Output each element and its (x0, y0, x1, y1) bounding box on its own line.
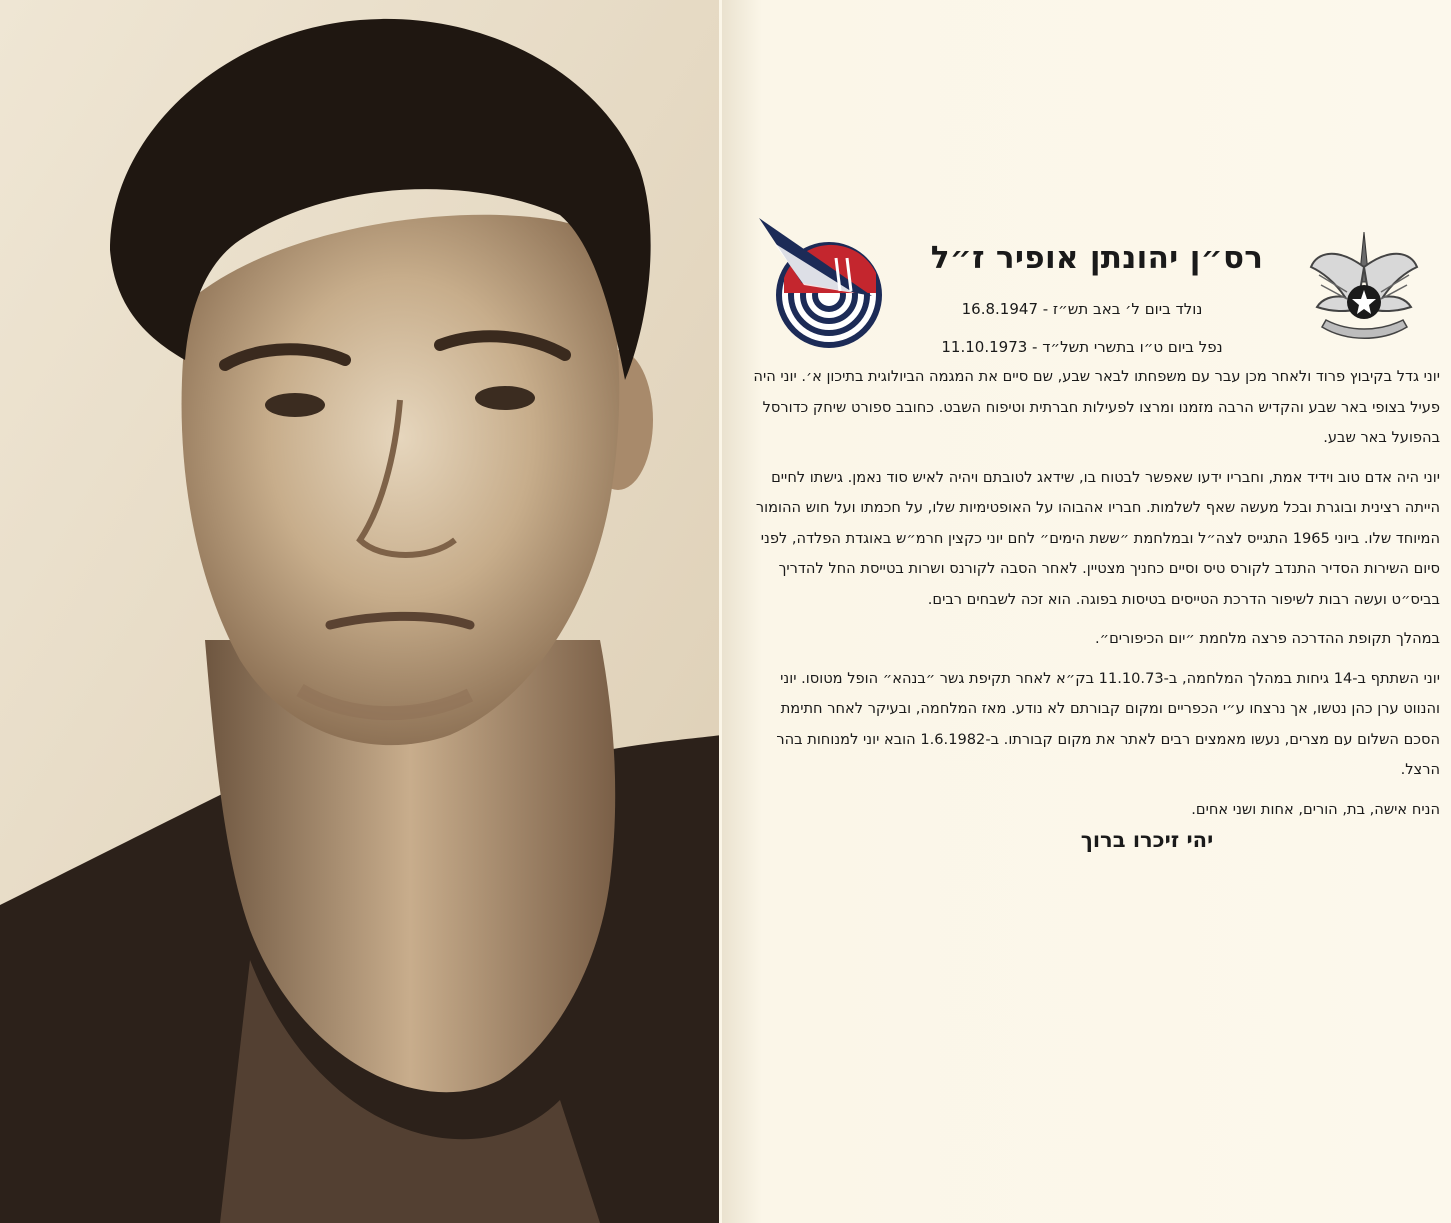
air-force-wings-icon (1307, 227, 1422, 347)
bio-paragraph-2: יוני היה אדם טוב וידיד אמת, וחבריו ידעו שאפשר לבטוח בו, שידאג לטובתם ויהיה לאיש סוד נאמן. גישתו לחיים הייתה רצינית ובוגרת ובכל מעשה שאף לשלמות. חבריו אהבוהו על האופטימיות שלו, על חכמתו ועל חוש ההומור המיוחד שלו. ביוני 1965 התגייס לצה״ל ובמלחמת ״ששת הימים״ לחם יוני כקצין חרמ״ש באוגדת הפלדה, לפני סיום השירות הסדיר התנדב לקורס טיס וסיים כחניך מצטיין. לאחר הסבה לקורנס ושרות בטייסת החל להדריך בביס״ט ועשה רבות לשיפור הדרכת הטייסים בטיסות בפוגה. הוא זכה לשבחים רבים. (755, 468, 1440, 608)
memorial-header (892, 236, 1302, 358)
bio-paragraph-5: הניח אישה, בת, הורים, אחות ושני אחים. (1191, 800, 1440, 818)
bio-paragraph-4: יוני השתתף ב-14 גיחות במהלך המלחמה, ב-11.10.73 בק״א לאחר תקיפת גשר ״בנהא״ הופל מטוסו. יוני והנווט ערן כהן נטשו, אך נרצחו ע״י הכפריים ומקום קבורתם לא נודע. מאז המלחמה, ובעיקר לאחר חתימת הסכם השלום עם מצרים, נעשו מאמצים רבים לאתר את מקום קבורתו. ב-1.6.1982 הובא יוני למנוחות בהר הרצל. (776, 669, 1440, 778)
portrait-photo (0, 0, 722, 1223)
memorial-text-panel (722, 0, 1451, 1223)
closing-blessing: יהי זיכרו ברוך (1080, 828, 1214, 852)
bio-paragraph-1: יוני גדל בקיבוץ פרוד ולאחר מכן עבר עם משפחתו לבאר שבע, שם סיים את המגמה הביולוגית בתיכון א׳. יוני היה פעיל בצופי באר שבע והקדיש הרבה מזמנו ומרצו לפעילות חברתית וטיפוח השבט. כחובב ספורט שיחק כדורסל בהפועל באר שבע. (753, 368, 1440, 446)
birth-date-line: נולד ביום ל׳ באב תש״ז - 16.8.1947 (961, 300, 1203, 318)
squadron-emblem-icon (754, 213, 884, 348)
bio-paragraph-3: במהלך תקופת ההדרכה פרצה מלחמת ״יום הכיפורים״. (1095, 630, 1440, 647)
page-title: רס״ן יהונתן אופיר ז״ל (930, 240, 1264, 276)
memorial-body (750, 362, 1440, 834)
death-date-line: נפל ביום ט״ו בתשרי תשל״ד - 11.10.1973 (941, 338, 1223, 356)
